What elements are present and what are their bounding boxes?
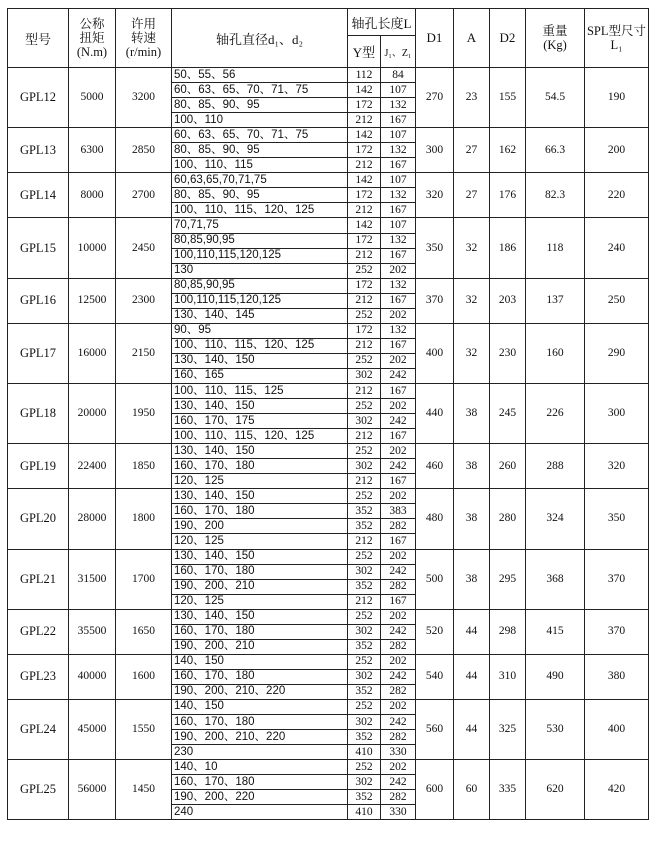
jz-length-cell: 167 bbox=[381, 248, 416, 263]
d2-cell: 155 bbox=[490, 68, 526, 128]
torque-cell: 56000 bbox=[69, 760, 116, 820]
d2-cell: 162 bbox=[490, 128, 526, 173]
bore-diameter-cell: 60、63、65、70、71、75 bbox=[172, 83, 348, 98]
weight-cell: 324 bbox=[526, 489, 585, 549]
jz-length-cell: 167 bbox=[381, 534, 416, 549]
bore-diameter-cell: 100、110、115、120、125 bbox=[172, 429, 348, 444]
y-length-cell: 172 bbox=[348, 233, 381, 248]
bore-diameter-cell: 100、110、115、125 bbox=[172, 383, 348, 398]
a-cell: 23 bbox=[454, 68, 490, 128]
jz-length-cell: 242 bbox=[381, 669, 416, 684]
y-length-cell: 252 bbox=[348, 263, 381, 278]
torque-cell: 45000 bbox=[69, 699, 116, 759]
bore-diameter-cell: 130、140、150 bbox=[172, 609, 348, 624]
jz-length-cell: 282 bbox=[381, 730, 416, 745]
y-length-cell: 352 bbox=[348, 790, 381, 805]
a-cell: 38 bbox=[454, 549, 490, 609]
bore-diameter-cell: 90、95 bbox=[172, 323, 348, 338]
d2-cell: 186 bbox=[490, 218, 526, 278]
jz-length-cell: 167 bbox=[381, 474, 416, 489]
bore-diameter-cell: 160、170、180 bbox=[172, 669, 348, 684]
bore-diameter-cell: 130、140、150 bbox=[172, 399, 348, 414]
spl-cell: 240 bbox=[585, 218, 649, 278]
bore-diameter-cell: 160、170、180 bbox=[172, 504, 348, 519]
speed-cell: 3200 bbox=[116, 68, 172, 128]
y-length-cell: 212 bbox=[348, 113, 381, 128]
d1-cell: 400 bbox=[416, 323, 454, 383]
jz-length-cell: 202 bbox=[381, 399, 416, 414]
d1-cell: 440 bbox=[416, 383, 454, 443]
table-row bbox=[8, 760, 649, 775]
speed-cell: 1700 bbox=[116, 549, 172, 609]
header-weight: 重量 (Kg) bbox=[526, 9, 585, 68]
header-d1: D1 bbox=[416, 9, 454, 68]
speed-cell: 1550 bbox=[116, 699, 172, 759]
table-row bbox=[8, 218, 649, 233]
bore-diameter-cell: 190、200、210、220 bbox=[172, 684, 348, 699]
torque-cell: 20000 bbox=[69, 383, 116, 443]
y-length-cell: 252 bbox=[348, 308, 381, 323]
y-length-cell: 352 bbox=[348, 504, 381, 519]
jz-length-cell: 132 bbox=[381, 98, 416, 113]
a-cell: 38 bbox=[454, 489, 490, 549]
bore-diameter-cell: 100、110、115、120、125 bbox=[172, 203, 348, 218]
spl-cell: 190 bbox=[585, 68, 649, 128]
d2-cell: 295 bbox=[490, 549, 526, 609]
jz-length-cell: 202 bbox=[381, 263, 416, 278]
torque-cell: 31500 bbox=[69, 549, 116, 609]
header-spl: SPL型尺寸 L₁ bbox=[585, 9, 649, 68]
weight-cell: 620 bbox=[526, 760, 585, 820]
bore-diameter-cell: 60、63、65、70、71、75 bbox=[172, 128, 348, 143]
y-length-cell: 212 bbox=[348, 534, 381, 549]
speed-cell: 1450 bbox=[116, 760, 172, 820]
d2-cell: 230 bbox=[490, 323, 526, 383]
d2-cell: 176 bbox=[490, 173, 526, 218]
y-length-cell: 252 bbox=[348, 699, 381, 714]
spl-cell: 370 bbox=[585, 609, 649, 654]
weight-cell: 368 bbox=[526, 549, 585, 609]
d1-cell: 460 bbox=[416, 444, 454, 489]
spl-cell: 220 bbox=[585, 173, 649, 218]
d2-cell: 335 bbox=[490, 760, 526, 820]
bore-diameter-cell: 60,63,65,70,71,75 bbox=[172, 173, 348, 188]
jz-length-cell: 282 bbox=[381, 639, 416, 654]
torque-cell: 28000 bbox=[69, 489, 116, 549]
jz-length-cell: 202 bbox=[381, 353, 416, 368]
torque-cell: 10000 bbox=[69, 218, 116, 278]
y-length-cell: 212 bbox=[348, 474, 381, 489]
y-length-cell: 410 bbox=[348, 805, 381, 820]
torque-cell: 22400 bbox=[69, 444, 116, 489]
header-bore-diameter: 轴孔直径d₁、d₂ bbox=[172, 9, 348, 68]
y-length-cell: 252 bbox=[348, 654, 381, 669]
bore-diameter-cell: 140、150 bbox=[172, 654, 348, 669]
speed-cell: 1800 bbox=[116, 489, 172, 549]
jz-length-cell: 107 bbox=[381, 173, 416, 188]
model-cell: GPL20 bbox=[8, 489, 69, 549]
model-cell: GPL16 bbox=[8, 278, 69, 323]
jz-length-cell: 242 bbox=[381, 368, 416, 383]
jz-length-cell: 202 bbox=[381, 760, 416, 775]
model-cell: GPL13 bbox=[8, 128, 69, 173]
y-length-cell: 212 bbox=[348, 203, 381, 218]
model-cell: GPL19 bbox=[8, 444, 69, 489]
bore-diameter-cell: 240 bbox=[172, 805, 348, 820]
a-cell: 32 bbox=[454, 218, 490, 278]
bore-diameter-cell: 160、170、175 bbox=[172, 414, 348, 429]
bore-diameter-cell: 160、170、180 bbox=[172, 715, 348, 730]
speed-cell: 2850 bbox=[116, 128, 172, 173]
jz-length-cell: 202 bbox=[381, 699, 416, 714]
jz-length-cell: 167 bbox=[381, 383, 416, 398]
header-model: 型号 bbox=[8, 9, 69, 68]
model-cell: GPL23 bbox=[8, 654, 69, 699]
y-length-cell: 212 bbox=[348, 248, 381, 263]
a-cell: 27 bbox=[454, 128, 490, 173]
d2-cell: 260 bbox=[490, 444, 526, 489]
jz-length-cell: 282 bbox=[381, 790, 416, 805]
table-row bbox=[8, 609, 649, 624]
y-length-cell: 302 bbox=[348, 624, 381, 639]
table-row bbox=[8, 323, 649, 338]
table-row bbox=[8, 383, 649, 398]
table-row bbox=[8, 173, 649, 188]
table-row bbox=[8, 128, 649, 143]
table-row bbox=[8, 549, 649, 564]
y-length-cell: 112 bbox=[348, 68, 381, 83]
model-cell: GPL22 bbox=[8, 609, 69, 654]
y-length-cell: 352 bbox=[348, 579, 381, 594]
d2-cell: 203 bbox=[490, 278, 526, 323]
bore-diameter-cell: 130、140、150 bbox=[172, 489, 348, 504]
y-length-cell: 252 bbox=[348, 399, 381, 414]
y-length-cell: 172 bbox=[348, 278, 381, 293]
model-cell: GPL18 bbox=[8, 383, 69, 443]
bore-diameter-cell: 160、165 bbox=[172, 368, 348, 383]
jz-length-cell: 383 bbox=[381, 504, 416, 519]
weight-cell: 118 bbox=[526, 218, 585, 278]
jz-length-cell: 282 bbox=[381, 684, 416, 699]
weight-cell: 82.3 bbox=[526, 173, 585, 218]
jz-length-cell: 242 bbox=[381, 715, 416, 730]
bore-diameter-cell: 160、170、180 bbox=[172, 775, 348, 790]
bore-diameter-cell: 230 bbox=[172, 745, 348, 760]
jz-length-cell: 282 bbox=[381, 519, 416, 534]
torque-cell: 16000 bbox=[69, 323, 116, 383]
bore-diameter-cell: 80、85、90、95 bbox=[172, 188, 348, 203]
weight-cell: 226 bbox=[526, 383, 585, 443]
y-length-cell: 252 bbox=[348, 609, 381, 624]
spl-cell: 300 bbox=[585, 383, 649, 443]
spl-cell: 400 bbox=[585, 699, 649, 759]
y-length-cell: 352 bbox=[348, 639, 381, 654]
jz-length-cell: 167 bbox=[381, 594, 416, 609]
table-row bbox=[8, 654, 649, 669]
y-length-cell: 212 bbox=[348, 383, 381, 398]
bore-diameter-cell: 120、125 bbox=[172, 534, 348, 549]
y-length-cell: 172 bbox=[348, 188, 381, 203]
jz-length-cell: 167 bbox=[381, 113, 416, 128]
y-length-cell: 352 bbox=[348, 519, 381, 534]
jz-length-cell: 132 bbox=[381, 323, 416, 338]
spl-cell: 200 bbox=[585, 128, 649, 173]
y-length-cell: 352 bbox=[348, 684, 381, 699]
jz-length-cell: 132 bbox=[381, 278, 416, 293]
bore-diameter-cell: 190、200、210 bbox=[172, 579, 348, 594]
jz-length-cell: 132 bbox=[381, 188, 416, 203]
speed-cell: 1850 bbox=[116, 444, 172, 489]
header-torque: 公称 扭矩 (N.m) bbox=[69, 9, 116, 68]
bore-diameter-cell: 140、10 bbox=[172, 760, 348, 775]
jz-length-cell: 202 bbox=[381, 609, 416, 624]
jz-length-cell: 242 bbox=[381, 624, 416, 639]
y-length-cell: 302 bbox=[348, 564, 381, 579]
bore-diameter-cell: 190、200 bbox=[172, 519, 348, 534]
bore-diameter-cell: 190、200、220 bbox=[172, 790, 348, 805]
bore-diameter-cell: 120、125 bbox=[172, 474, 348, 489]
jz-length-cell: 132 bbox=[381, 233, 416, 248]
header-a: A bbox=[454, 9, 490, 68]
y-length-cell: 252 bbox=[348, 444, 381, 459]
jz-length-cell: 242 bbox=[381, 414, 416, 429]
speed-cell: 2700 bbox=[116, 173, 172, 218]
bore-diameter-cell: 50、55、56 bbox=[172, 68, 348, 83]
bore-diameter-cell: 130 bbox=[172, 263, 348, 278]
jz-length-cell: 167 bbox=[381, 158, 416, 173]
model-cell: GPL24 bbox=[8, 699, 69, 759]
bore-diameter-cell: 100、110、115、120、125 bbox=[172, 338, 348, 353]
speed-cell: 2300 bbox=[116, 278, 172, 323]
torque-cell: 5000 bbox=[69, 68, 116, 128]
y-length-cell: 302 bbox=[348, 715, 381, 730]
weight-cell: 415 bbox=[526, 609, 585, 654]
y-length-cell: 142 bbox=[348, 173, 381, 188]
table-row bbox=[8, 489, 649, 504]
weight-cell: 530 bbox=[526, 699, 585, 759]
y-length-cell: 172 bbox=[348, 98, 381, 113]
spl-cell: 380 bbox=[585, 654, 649, 699]
model-cell: GPL14 bbox=[8, 173, 69, 218]
y-length-cell: 172 bbox=[348, 323, 381, 338]
y-length-cell: 142 bbox=[348, 128, 381, 143]
spec-table-container bbox=[7, 8, 649, 820]
table-row bbox=[8, 278, 649, 293]
d1-cell: 480 bbox=[416, 489, 454, 549]
model-cell: GPL25 bbox=[8, 760, 69, 820]
d2-cell: 310 bbox=[490, 654, 526, 699]
spl-cell: 370 bbox=[585, 549, 649, 609]
bore-diameter-cell: 130、140、145 bbox=[172, 308, 348, 323]
header-d2: D2 bbox=[490, 9, 526, 68]
bore-diameter-cell: 160、170、180 bbox=[172, 459, 348, 474]
weight-cell: 66.3 bbox=[526, 128, 585, 173]
jz-length-cell: 242 bbox=[381, 775, 416, 790]
speed-cell: 2150 bbox=[116, 323, 172, 383]
jz-length-cell: 202 bbox=[381, 549, 416, 564]
y-length-cell: 410 bbox=[348, 745, 381, 760]
d1-cell: 560 bbox=[416, 699, 454, 759]
a-cell: 32 bbox=[454, 278, 490, 323]
y-length-cell: 212 bbox=[348, 338, 381, 353]
d1-cell: 520 bbox=[416, 609, 454, 654]
jz-length-cell: 330 bbox=[381, 805, 416, 820]
bore-diameter-cell: 160、170、180 bbox=[172, 564, 348, 579]
bore-diameter-cell: 100、110、115 bbox=[172, 158, 348, 173]
y-length-cell: 302 bbox=[348, 669, 381, 684]
torque-cell: 40000 bbox=[69, 654, 116, 699]
jz-length-cell: 242 bbox=[381, 564, 416, 579]
bore-diameter-cell: 80,85,90,95 bbox=[172, 233, 348, 248]
d2-cell: 280 bbox=[490, 489, 526, 549]
y-length-cell: 302 bbox=[348, 459, 381, 474]
y-length-cell: 302 bbox=[348, 368, 381, 383]
speed-cell: 1600 bbox=[116, 654, 172, 699]
jz-length-cell: 167 bbox=[381, 203, 416, 218]
jz-length-cell: 107 bbox=[381, 83, 416, 98]
bore-diameter-cell: 100,110,115,120,125 bbox=[172, 293, 348, 308]
jz-length-cell: 167 bbox=[381, 429, 416, 444]
y-length-cell: 302 bbox=[348, 414, 381, 429]
d1-cell: 540 bbox=[416, 654, 454, 699]
bore-diameter-cell: 130、140、150 bbox=[172, 549, 348, 564]
d2-cell: 298 bbox=[490, 609, 526, 654]
y-length-cell: 212 bbox=[348, 293, 381, 308]
bore-diameter-cell: 80、85、90、95 bbox=[172, 98, 348, 113]
d1-cell: 300 bbox=[416, 128, 454, 173]
jz-length-cell: 107 bbox=[381, 218, 416, 233]
d1-cell: 350 bbox=[416, 218, 454, 278]
jz-length-cell: 202 bbox=[381, 444, 416, 459]
speed-cell: 1950 bbox=[116, 383, 172, 443]
jz-length-cell: 330 bbox=[381, 745, 416, 760]
speed-cell: 2450 bbox=[116, 218, 172, 278]
d1-cell: 600 bbox=[416, 760, 454, 820]
y-length-cell: 212 bbox=[348, 158, 381, 173]
d1-cell: 370 bbox=[416, 278, 454, 323]
spl-cell: 250 bbox=[585, 278, 649, 323]
y-length-cell: 352 bbox=[348, 730, 381, 745]
header-jz-type: J₁、Z₁ bbox=[381, 36, 416, 68]
jz-length-cell: 84 bbox=[381, 68, 416, 83]
y-length-cell: 172 bbox=[348, 143, 381, 158]
jz-length-cell: 282 bbox=[381, 579, 416, 594]
y-length-cell: 142 bbox=[348, 218, 381, 233]
weight-cell: 160 bbox=[526, 323, 585, 383]
weight-cell: 490 bbox=[526, 654, 585, 699]
model-cell: GPL21 bbox=[8, 549, 69, 609]
bore-diameter-cell: 100,110,115,120,125 bbox=[172, 248, 348, 263]
spl-cell: 420 bbox=[585, 760, 649, 820]
bore-diameter-cell: 190、200、210 bbox=[172, 639, 348, 654]
bore-diameter-cell: 130、140、150 bbox=[172, 444, 348, 459]
header-speed: 许用 转速 (r/min) bbox=[116, 9, 172, 68]
y-length-cell: 252 bbox=[348, 760, 381, 775]
table-row bbox=[8, 699, 649, 714]
spec-table-body bbox=[8, 68, 649, 820]
bore-diameter-cell: 130、140、150 bbox=[172, 353, 348, 368]
d1-cell: 500 bbox=[416, 549, 454, 609]
a-cell: 38 bbox=[454, 383, 490, 443]
bore-diameter-cell: 80、85、90、95 bbox=[172, 143, 348, 158]
y-length-cell: 212 bbox=[348, 429, 381, 444]
jz-length-cell: 202 bbox=[381, 308, 416, 323]
y-length-cell: 212 bbox=[348, 594, 381, 609]
header-y-type: Y型 bbox=[348, 36, 381, 68]
table-row bbox=[8, 444, 649, 459]
model-cell: GPL12 bbox=[8, 68, 69, 128]
jz-length-cell: 202 bbox=[381, 654, 416, 669]
torque-cell: 12500 bbox=[69, 278, 116, 323]
a-cell: 44 bbox=[454, 609, 490, 654]
d1-cell: 320 bbox=[416, 173, 454, 218]
a-cell: 38 bbox=[454, 444, 490, 489]
spl-cell: 320 bbox=[585, 444, 649, 489]
model-cell: GPL17 bbox=[8, 323, 69, 383]
weight-cell: 288 bbox=[526, 444, 585, 489]
bore-diameter-cell: 100、110 bbox=[172, 113, 348, 128]
bore-diameter-cell: 140、150 bbox=[172, 699, 348, 714]
model-cell: GPL15 bbox=[8, 218, 69, 278]
y-length-cell: 252 bbox=[348, 353, 381, 368]
a-cell: 60 bbox=[454, 760, 490, 820]
spl-cell: 350 bbox=[585, 489, 649, 549]
a-cell: 32 bbox=[454, 323, 490, 383]
jz-length-cell: 167 bbox=[381, 338, 416, 353]
jz-length-cell: 202 bbox=[381, 489, 416, 504]
a-cell: 44 bbox=[454, 699, 490, 759]
table-row bbox=[8, 68, 649, 83]
torque-cell: 6300 bbox=[69, 128, 116, 173]
speed-cell: 1650 bbox=[116, 609, 172, 654]
bore-diameter-cell: 120、125 bbox=[172, 594, 348, 609]
a-cell: 27 bbox=[454, 173, 490, 218]
bore-diameter-cell: 80,85,90,95 bbox=[172, 278, 348, 293]
y-length-cell: 252 bbox=[348, 549, 381, 564]
weight-cell: 137 bbox=[526, 278, 585, 323]
y-length-cell: 302 bbox=[348, 775, 381, 790]
bore-diameter-cell: 160、170、180 bbox=[172, 624, 348, 639]
bore-diameter-cell: 70,71,75 bbox=[172, 218, 348, 233]
y-length-cell: 252 bbox=[348, 489, 381, 504]
bore-diameter-cell: 190、200、210、220 bbox=[172, 730, 348, 745]
d2-cell: 325 bbox=[490, 699, 526, 759]
spl-cell: 290 bbox=[585, 323, 649, 383]
d2-cell: 245 bbox=[490, 383, 526, 443]
coupling-spec-table bbox=[7, 8, 649, 820]
y-length-cell: 142 bbox=[348, 83, 381, 98]
torque-cell: 35500 bbox=[69, 609, 116, 654]
torque-cell: 8000 bbox=[69, 173, 116, 218]
jz-length-cell: 107 bbox=[381, 128, 416, 143]
weight-cell: 54.5 bbox=[526, 68, 585, 128]
jz-length-cell: 167 bbox=[381, 293, 416, 308]
d1-cell: 270 bbox=[416, 68, 454, 128]
jz-length-cell: 132 bbox=[381, 143, 416, 158]
jz-length-cell: 242 bbox=[381, 459, 416, 474]
a-cell: 44 bbox=[454, 654, 490, 699]
header-bore-length: 轴孔长度L bbox=[348, 9, 416, 36]
